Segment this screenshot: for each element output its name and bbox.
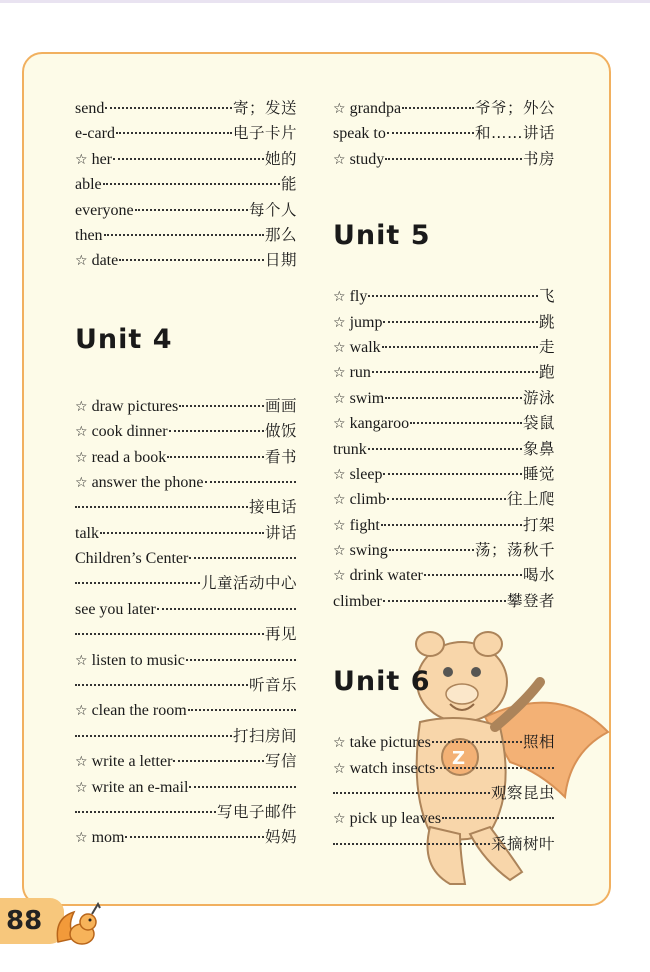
english-word: fight [349, 516, 380, 534]
vocab-entry [75, 597, 297, 622]
dot-leader [135, 209, 248, 211]
vocab-entry [75, 724, 297, 749]
english-word: send [75, 100, 105, 117]
chinese-meaning: 象鼻 [522, 439, 555, 458]
dot-leader [410, 422, 522, 424]
english-word: write an e-mail [91, 778, 189, 796]
star-icon: ☆ [75, 424, 88, 441]
vocab-entry [333, 96, 555, 121]
chinese-meaning: 日期 [264, 251, 297, 270]
english-word: speak to [333, 125, 386, 143]
svg-text:Z: Z [452, 748, 466, 769]
squirrel-icon [52, 898, 104, 948]
english-word: read a book [91, 448, 167, 466]
chinese-meaning: 走 [538, 337, 555, 356]
chinese-meaning: 喝水 [522, 566, 555, 585]
english-word: see you later [75, 600, 156, 618]
vocab-entry [75, 698, 297, 723]
vocab-entry [333, 730, 555, 755]
chinese-meaning: 照相 [522, 733, 555, 752]
vocab-entry [75, 546, 297, 571]
vocab-entry [75, 648, 297, 673]
vocab-entry [333, 284, 555, 309]
english-word: everyone [75, 201, 134, 219]
chinese-meaning: 再见 [264, 625, 297, 644]
english-word: mom [91, 829, 125, 847]
dot-leader [368, 448, 522, 450]
english-word: drink water [349, 567, 423, 585]
star-icon: ☆ [75, 754, 88, 771]
dot-leader [100, 532, 264, 534]
star-icon: ☆ [333, 314, 346, 331]
vocab-entry [333, 487, 555, 512]
english-word: her [91, 150, 112, 168]
dot-leader [436, 767, 554, 769]
vocab-entry [333, 437, 555, 462]
star-icon: ☆ [333, 466, 346, 483]
unit-title: Unit 6 [333, 666, 431, 698]
chinese-meaning: 听音乐 [248, 676, 297, 695]
chinese-meaning: 打架 [522, 515, 555, 534]
dot-leader [424, 574, 522, 576]
chinese-meaning: 画画 [264, 396, 297, 415]
english-word: grandpa [349, 100, 402, 117]
english-word: e-card [75, 125, 115, 143]
dot-leader [205, 481, 296, 483]
star-icon: ☆ [333, 811, 346, 828]
vocab-entry [333, 538, 555, 563]
english-word: Children’s Center [75, 550, 189, 568]
vocab-entry [333, 589, 555, 614]
english-word: climb [349, 491, 386, 509]
dot-leader [442, 817, 554, 819]
dot-leader [75, 811, 216, 813]
chinese-meaning: 采摘树叶 [490, 834, 555, 853]
chinese-meaning: 往上爬 [506, 490, 555, 509]
dot-leader [385, 158, 522, 160]
dot-leader [125, 836, 264, 838]
english-word: listen to music [91, 651, 185, 669]
dot-leader [189, 557, 296, 559]
vocab-entry [75, 147, 297, 172]
vocab-entry [75, 394, 297, 419]
chinese-meaning: 电子卡片 [232, 124, 297, 143]
vocab-entry [333, 806, 555, 831]
star-icon: ☆ [75, 398, 88, 415]
english-word: jump [349, 313, 383, 331]
vocab-entry [75, 673, 297, 698]
vocab-entry [333, 563, 555, 588]
chinese-meaning: 那么 [264, 225, 297, 244]
vocab-entry [333, 462, 555, 487]
english-word: cook dinner [91, 423, 168, 441]
chinese-meaning: 接电话 [248, 498, 297, 517]
star-icon: ☆ [333, 492, 346, 509]
english-word: walk [349, 338, 381, 356]
vocab-entry [75, 198, 297, 223]
star-icon: ☆ [333, 339, 346, 356]
vocab-entry [75, 622, 297, 647]
star-icon: ☆ [75, 703, 88, 720]
star-icon: ☆ [333, 365, 346, 382]
chinese-meaning: 和……讲话 [474, 124, 555, 143]
english-word: swing [349, 542, 388, 560]
vocab-entry [75, 800, 297, 825]
star-icon: ☆ [333, 151, 346, 168]
chinese-meaning: 讲话 [264, 523, 297, 542]
english-word: kangaroo [349, 415, 410, 433]
english-word: date [91, 252, 119, 270]
dot-leader [387, 132, 474, 134]
chinese-meaning: 跳 [538, 312, 555, 331]
vocab-entry [333, 386, 555, 411]
vocab-entry [75, 223, 297, 248]
chinese-meaning: 爷爷；外公 [474, 99, 555, 117]
vocab-entry [75, 248, 297, 273]
chinese-meaning: 写电子邮件 [216, 802, 297, 821]
english-word: climber [333, 592, 382, 610]
chinese-meaning: 睡觉 [522, 464, 555, 483]
dot-leader [167, 456, 264, 458]
english-word: pick up leaves [349, 810, 442, 828]
chinese-meaning: 她的 [264, 149, 297, 168]
star-icon: ☆ [75, 474, 88, 491]
dot-leader [383, 600, 506, 602]
english-word: sleep [349, 465, 383, 483]
english-word: then [75, 226, 103, 244]
chinese-meaning: 写信 [264, 752, 297, 771]
unit-title: Unit 4 [75, 323, 173, 355]
dot-leader [169, 430, 264, 432]
chinese-meaning: 每个人 [248, 200, 297, 219]
star-icon: ☆ [75, 151, 88, 168]
star-icon: ☆ [333, 760, 346, 777]
chinese-meaning: 袋鼠 [522, 414, 555, 433]
dot-leader [333, 792, 490, 794]
dot-leader [75, 633, 264, 635]
star-icon: ☆ [333, 735, 346, 752]
star-icon: ☆ [75, 449, 88, 466]
star-icon: ☆ [75, 253, 88, 270]
dot-leader [116, 132, 232, 134]
dot-leader [387, 498, 506, 500]
vocab-entry [333, 310, 555, 335]
vocab-entry [75, 419, 297, 444]
star-icon: ☆ [333, 543, 346, 560]
chinese-meaning: 荡；荡秋千 [474, 541, 555, 560]
star-icon: ☆ [333, 289, 346, 306]
chinese-meaning: 能 [280, 175, 297, 194]
star-icon: ☆ [75, 779, 88, 796]
vocab-entry [75, 172, 297, 197]
vocab-entry [333, 756, 555, 781]
english-word: watch insects [349, 759, 436, 777]
dot-leader [103, 183, 280, 185]
dot-leader [75, 735, 232, 737]
star-icon: ☆ [333, 390, 346, 407]
right-column [333, 96, 555, 857]
star-icon: ☆ [333, 568, 346, 585]
top-divider [0, 0, 650, 3]
vocab-entry [75, 96, 297, 121]
chinese-meaning: 飞 [538, 287, 555, 306]
chinese-meaning: 儿童活动中心 [200, 574, 297, 593]
dot-leader [383, 321, 538, 323]
dot-leader [104, 234, 264, 236]
page-number: 88 [0, 898, 64, 944]
dot-leader [382, 346, 538, 348]
chinese-meaning: 攀登者 [506, 591, 555, 610]
vocab-entry [333, 360, 555, 385]
vocab-entry [75, 121, 297, 146]
vocab-entry [333, 832, 555, 857]
english-word: take pictures [349, 734, 431, 752]
star-icon: ☆ [75, 652, 88, 669]
vocab-entry [75, 445, 297, 470]
chinese-meaning: 打扫房间 [232, 726, 297, 745]
english-word: study [349, 150, 385, 168]
dot-leader [75, 684, 248, 686]
chinese-meaning: 做饭 [264, 422, 297, 441]
vocab-entry [75, 571, 297, 596]
dot-leader [383, 473, 522, 475]
dot-leader [389, 549, 474, 551]
english-word: write a letter [91, 753, 173, 771]
english-word: fly [349, 288, 368, 306]
dot-leader [381, 524, 522, 526]
vocab-entry [333, 147, 555, 172]
dot-leader [333, 843, 490, 845]
dot-leader [75, 506, 248, 508]
dot-leader [157, 608, 296, 610]
star-icon: ☆ [333, 101, 346, 117]
dot-leader [188, 709, 296, 711]
dot-leader [372, 371, 538, 373]
vocab-entry [333, 121, 555, 146]
dot-leader [173, 760, 264, 762]
vocab-entry [75, 470, 297, 495]
vocab-entry [333, 335, 555, 360]
dot-leader [385, 397, 522, 399]
vocab-entry [333, 411, 555, 436]
vocab-entry [333, 781, 555, 806]
dot-leader [186, 659, 296, 661]
chinese-meaning: 书房 [522, 149, 555, 168]
vocab-entry [75, 495, 297, 520]
vocab-entry [75, 749, 297, 774]
english-word: draw pictures [91, 397, 179, 415]
english-word: talk [75, 524, 99, 542]
dot-leader [179, 405, 264, 407]
chinese-meaning: 看书 [264, 447, 297, 466]
chinese-meaning: 观察昆虫 [490, 784, 555, 803]
chinese-meaning: 妈妈 [264, 828, 297, 847]
left-column [75, 96, 297, 851]
vocab-entry [333, 513, 555, 538]
dot-leader [119, 259, 264, 261]
english-word: swim [349, 389, 385, 407]
star-icon: ☆ [75, 830, 88, 847]
dot-leader [402, 107, 474, 109]
english-word: run [349, 364, 371, 382]
dot-leader [432, 741, 522, 743]
dot-leader [368, 295, 538, 297]
star-icon: ☆ [333, 416, 346, 433]
vocab-entry [75, 775, 297, 800]
chinese-meaning: 游泳 [522, 388, 555, 407]
star-icon: ☆ [333, 517, 346, 534]
dot-leader [105, 107, 232, 109]
english-word: trunk [333, 440, 367, 458]
unit-title: Unit 5 [333, 220, 431, 252]
vocab-entry [75, 521, 297, 546]
dot-leader [189, 786, 296, 788]
english-word: able [75, 176, 102, 194]
vocab-entry [75, 825, 297, 850]
english-word: clean the room [91, 702, 187, 720]
english-word: answer the phone [91, 473, 204, 491]
dot-leader [113, 158, 264, 160]
chinese-meaning: 跑 [538, 363, 555, 382]
dot-leader [75, 582, 200, 584]
chinese-meaning: 寄；发送 [232, 99, 297, 117]
